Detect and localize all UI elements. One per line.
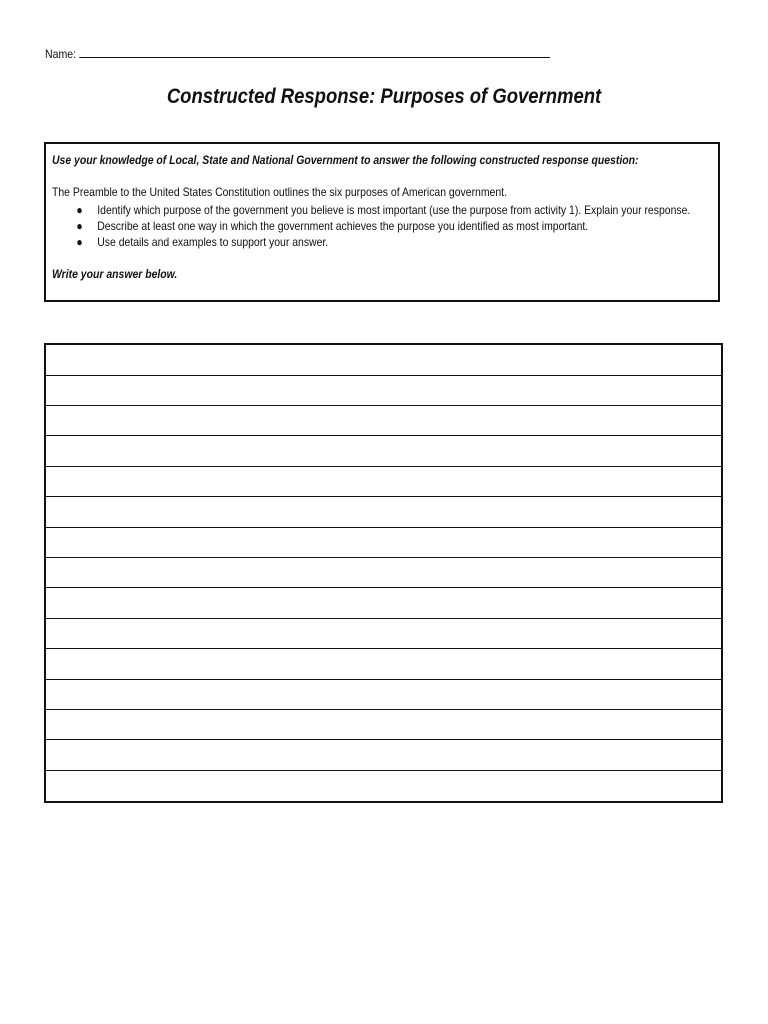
bullet-icon: ● <box>76 203 83 217</box>
name-line <box>45 46 503 62</box>
answer-line[interactable] <box>46 770 721 771</box>
instructions-box <box>44 142 720 302</box>
answer-line[interactable] <box>46 587 721 588</box>
answer-line[interactable] <box>46 648 721 649</box>
bullet-icon: ● <box>76 219 83 233</box>
prompt-bullet-list <box>52 202 713 250</box>
answer-line[interactable] <box>46 739 721 740</box>
answer-line[interactable] <box>46 679 721 680</box>
answer-line[interactable] <box>46 466 721 467</box>
prompt-intro: The Preamble to the United States Constitution outlines the six purposes of American government. <box>52 185 507 199</box>
name-blank-field[interactable] <box>80 47 551 58</box>
answer-lines-box[interactable] <box>44 343 723 803</box>
answer-line[interactable] <box>46 405 721 406</box>
prompt-heading: Use your knowledge of Local, State and National Government to answer the following constructed response question: <box>52 153 639 167</box>
answer-line[interactable] <box>46 618 721 619</box>
bullet-text: Identify which purpose of the government you believe is most important (use the purpose from activity 1). Explain your response. <box>97 203 691 217</box>
answer-line[interactable] <box>46 557 721 558</box>
prompt-bullet-item <box>52 234 713 250</box>
page-title: Constructed Response: Purposes of Government <box>166 85 602 108</box>
prompt-closing: Write your answer below. <box>52 267 178 281</box>
bullet-text: Describe at least one way in which the government achieves the purpose you identified as most important. <box>97 219 589 233</box>
answer-line[interactable] <box>46 435 721 436</box>
bullet-text: Use details and examples to support your answer. <box>97 235 329 249</box>
prompt-bullet-item <box>52 202 713 218</box>
answer-line[interactable] <box>46 527 721 528</box>
name-label: Name: <box>45 47 77 61</box>
prompt-bullet-item <box>52 218 713 234</box>
answer-line[interactable] <box>46 375 721 376</box>
instructions-content <box>52 152 713 282</box>
answer-line[interactable] <box>46 496 721 497</box>
bullet-icon: ● <box>76 235 83 249</box>
answer-line[interactable] <box>46 709 721 710</box>
